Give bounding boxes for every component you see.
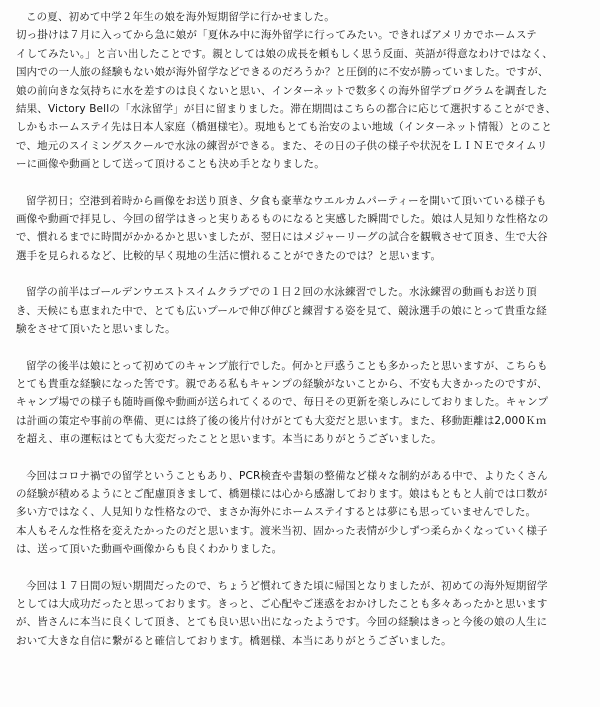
text-line: 留学の後半は娘にとって初めてのキャンプ旅行でした。何かと戸惑うことも多かったと思いますが、こちらも — [26, 359, 548, 372]
text-line: の経験が積めるようにとご配慮頂きまして、橋廻様には心から感謝しております。娘はもともと人前では口数が — [16, 487, 548, 500]
paragraph-4 — [16, 357, 590, 449]
paragraph-3 — [16, 283, 590, 338]
text-line: 国内での一人旅の経験もない娘が海外留学などできるのだろうか？と圧倒的に不安が勝っていました。ですが、 — [16, 66, 549, 79]
text-line: 多い方ではなく、人見知りな性格なので、まさか海外にホームステイするとは夢にも思っていませんでした。 — [16, 506, 537, 519]
letter-body — [16, 8, 590, 650]
text-line: しかもホームステイ先は日本人家庭（橋廻様宅）。現地もとても治安のよい地域（インターネット情報）とのこと — [16, 121, 553, 134]
text-line: が、皆さんに本当に良くして頂き、とても良い思い出になったようです。今回の経験はきっと今後の娘の人生に — [16, 616, 548, 629]
paragraph-1 — [16, 8, 590, 174]
paragraph-2 — [16, 192, 590, 266]
text-line: キャンプ場での様子も随時画像や動画が送られてくるので、毎日その更新を楽しみにしておりました。キャンプ — [16, 396, 549, 409]
text-line: 留学初日；空港到着時から画像をお送り頂き、夕食も豪華なウエルカムパーティーを開いて頂いている様子も — [26, 194, 547, 207]
text-line: 結果、Victory Bellの「水泳留学」が目に留まりました。滞在期間はこちらの都合に応じて選択することができ、 — [16, 103, 557, 116]
paragraph-5 — [16, 467, 590, 559]
text-line: は計画の策定や事前の準備、更には終了後の後片付けがとても大変だと思います。また、移動距離は2,000Ｋｍ — [16, 414, 547, 427]
text-line: で、慣れるまでに時間がかかるかと思いましたが、翌日にはメジャーリーグの試合を観戦させて頂き、生で大谷 — [16, 231, 548, 244]
text-line: イしてみたい。」と言い出したことです。親としては娘の成長を頼もしく思う反面、英語が得意なわけではなく、 — [16, 47, 553, 60]
text-line: 画像や動画で拝見し、今回の留学はきっと実りあるものになると実感した瞬間でした。娘は人見知りな性格なの — [16, 213, 549, 226]
text-line: とても貴重な経験になった筈です。親である私もキャンプの経験がないことから、不安も大きかったのですが、 — [16, 377, 548, 390]
text-line: き、天候にも恵まれた中で、とても広いプールで伸び伸びと練習する姿を見て、競泳選手の娘にとって貴重な経 — [16, 304, 547, 317]
text-line: 選手を見られるなど、比較的早く現地の生活に慣れることができたのでは？と思います。 — [16, 249, 442, 262]
text-line: 本人もそんな性格を変えたかったのだと思います。渡米当初、固かった表情が少しずつ柔らかくなっていく様子 — [16, 524, 548, 537]
text-line: で、地元のスイミングスクールで水泳の練習ができる。また、その日の子供の様子や状況をＬＩＮＥでタイムリ — [16, 139, 548, 152]
text-line: 験をさせて頂いたと思いました。 — [16, 323, 176, 336]
text-line: としては大成功だったと思っております。きっと、ご心配やご迷惑をおかけしたことも多々あったかと思います — [16, 597, 548, 610]
paragraph-6 — [16, 577, 590, 651]
text-line: おいて大きな自信に繋がると確信しております。橋廻様、本当にありがとうございました。 — [16, 634, 452, 647]
text-line: は、送って頂いた動画や画像からも良くわかりました。 — [16, 543, 283, 556]
text-line: 今回はコロナ禍での留学ということもあり、PCR検査や書類の整備など様々な制約がある中で、よりたくさん — [26, 469, 548, 482]
text-line: を超え、車の運転はとても大変だったことと思います。本当にありがとうございました。 — [16, 433, 442, 446]
text-line: 切っ掛けは７月に入ってから急に娘が「夏休み中に海外留学に行ってみたい。できればアメリカでホームステ — [16, 29, 537, 42]
text-line: この夏、初めて中学２年生の娘を海外短期留学に行かせました。 — [26, 11, 335, 23]
text-line: 留学の前半はゴールデンウエストスイムクラブでの１日２回の水泳練習でした。水泳練習の動画もお送り頂 — [26, 286, 537, 299]
text-line: 今回は１７日間の短い期間だったので、ちょうど慣れてきた頃に帰国となりましたが、初めての海外短期留学 — [26, 579, 548, 592]
text-line: 娘の前向きな気持ちに水を差すのは良くないと思い、インターネットで数多くの海外留学プログラムを調査した — [16, 84, 548, 97]
text-line: ーに画像や動画として送って頂けることも決め手となりました。 — [16, 158, 325, 171]
